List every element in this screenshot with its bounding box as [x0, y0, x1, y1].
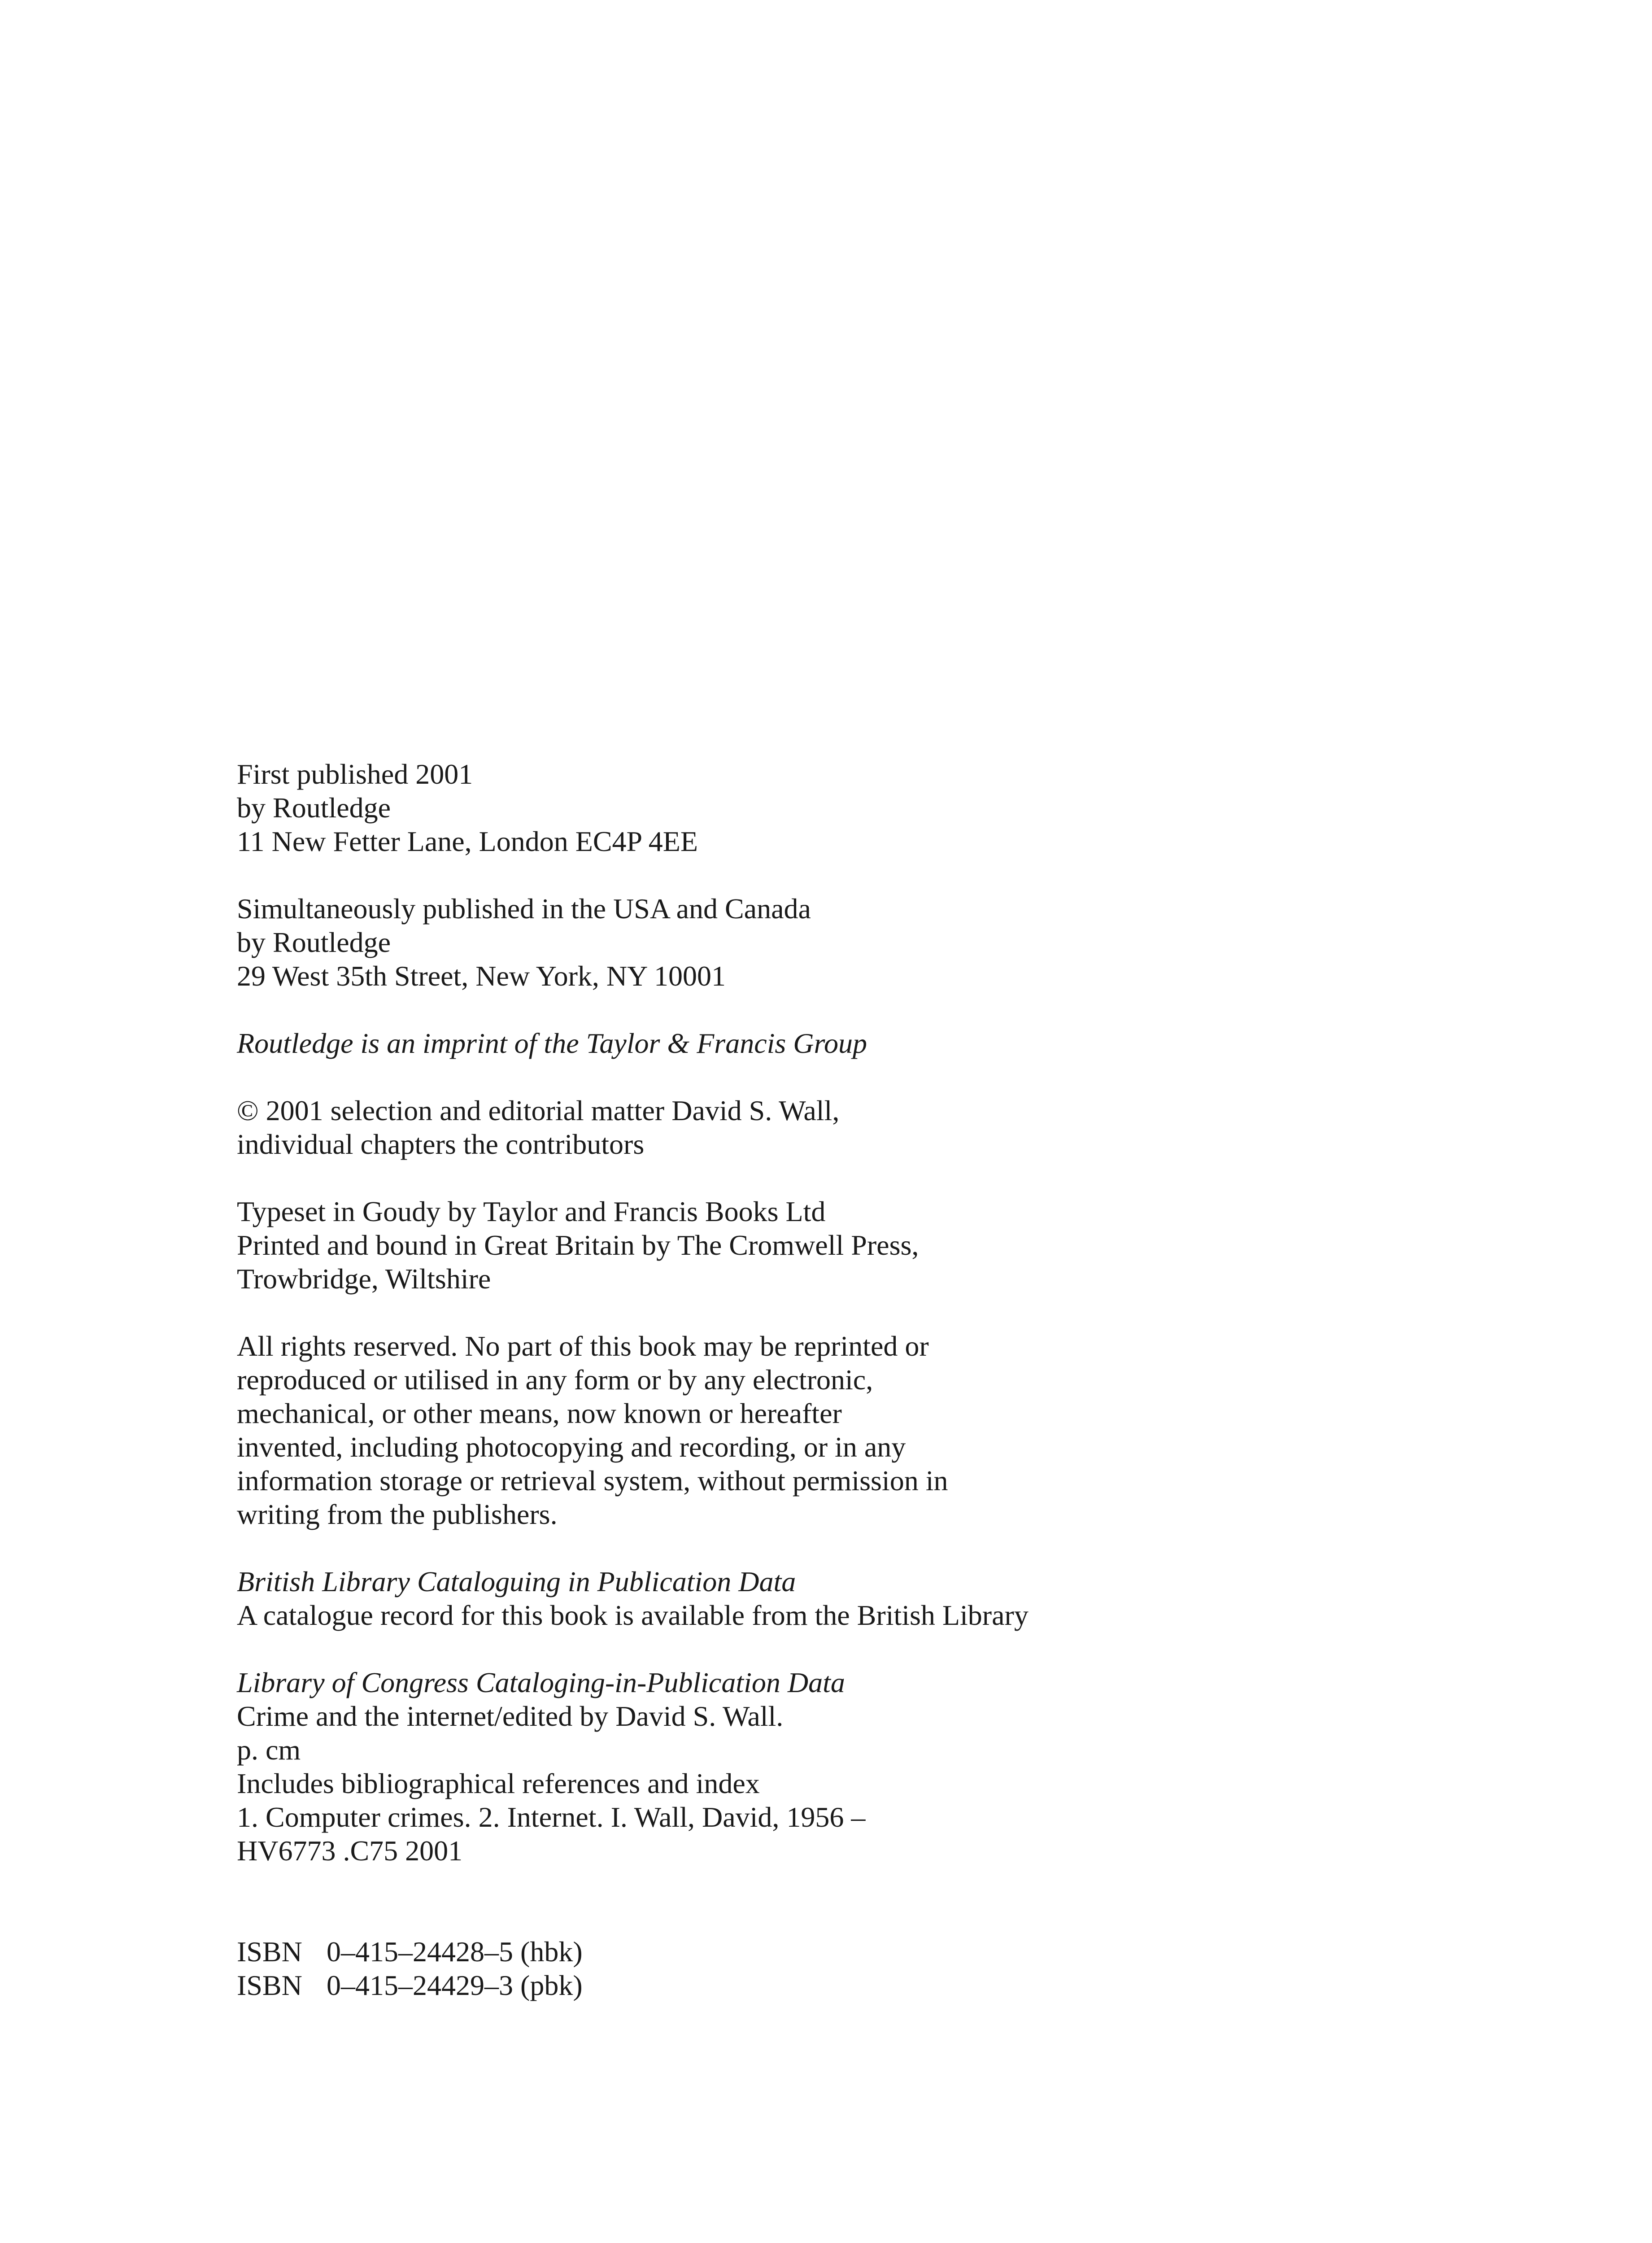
copyright-section	[237, 1094, 1403, 1161]
library-of-congress-heading: Library of Congress Cataloging-in-Publication Data	[237, 1667, 845, 1698]
paragraph-gap	[237, 1161, 1403, 1195]
isbn-label: ISBN	[237, 1936, 302, 1968]
british-library-text: A catalogue record for this book is available from the British Library	[237, 1599, 1029, 1631]
usa-line: Simultaneously published in the USA and Canada	[237, 893, 811, 925]
paragraph-gap	[237, 1296, 1403, 1329]
isbn-section	[237, 1935, 1403, 2002]
paragraph-gap	[237, 1060, 1403, 1094]
rights-line: information storage or retrieval system, without permission in	[237, 1465, 948, 1497]
rights-line: writing from the publishers.	[237, 1498, 558, 1530]
cip-line: Crime and the internet/edited by David S. Wall.	[237, 1700, 784, 1732]
copyright-line: individual chapters the contributors	[237, 1128, 645, 1160]
usa-line: by Routledge	[237, 926, 391, 958]
paragraph-gap	[237, 858, 1403, 892]
paragraph-gap	[237, 1868, 1403, 1935]
usa-section	[237, 892, 1403, 993]
library-of-congress-section	[237, 1666, 1403, 1868]
paragraph-gap	[237, 1531, 1403, 1565]
isbn-value: 0–415–24428–5 (hbk)	[327, 1936, 583, 1968]
copyright-line: © 2001 selection and editorial matter David S. Wall,	[237, 1095, 840, 1126]
rights-line: invented, including photocopying and recording, or in any	[237, 1431, 906, 1463]
british-library-heading: British Library Cataloguing in Publication Data	[237, 1566, 796, 1597]
imprint-line: by Routledge	[237, 792, 391, 824]
copyright-block	[237, 757, 1403, 2002]
paragraph-gap	[237, 1632, 1403, 1666]
production-section	[237, 1195, 1403, 1296]
production-line: Printed and bound in Great Britain by The Cromwell Press,	[237, 1229, 919, 1261]
isbn-value: 0–415–24429–3 (pbk)	[327, 1969, 583, 2001]
cip-line: Includes bibliographical references and index	[237, 1767, 760, 1799]
usa-line: 29 West 35th Street, New York, NY 10001	[237, 960, 726, 992]
rights-line: mechanical, or other means, now known or hereafter	[237, 1397, 842, 1429]
imprint-line: 11 New Fetter Lane, London EC4P 4EE	[237, 825, 698, 857]
rights-section	[237, 1329, 1403, 1531]
cip-line: 1. Computer crimes. 2. Internet. I. Wall, David, 1956 –	[237, 1801, 866, 1833]
imprint-section	[237, 757, 1403, 858]
production-line: Trowbridge, Wiltshire	[237, 1263, 491, 1295]
imprint-line: First published 2001	[237, 758, 473, 790]
isbn-label: ISBN	[237, 1969, 302, 2001]
production-line: Typeset in Goudy by Taylor and Francis Books Ltd	[237, 1196, 826, 1227]
cip-line: HV6773 .C75 2001	[237, 1835, 463, 1867]
rights-line: reproduced or utilised in any form or by any electronic,	[237, 1364, 873, 1396]
cip-line: p. cm	[237, 1734, 301, 1766]
british-library-section	[237, 1565, 1403, 1632]
isbn-row	[237, 1968, 1403, 2002]
group-note: Routledge is an imprint of the Taylor & Francis Group	[237, 1027, 867, 1059]
isbn-row	[237, 1935, 1403, 1968]
paragraph-gap	[237, 993, 1403, 1026]
rights-line: All rights reserved. No part of this book may be reprinted or	[237, 1330, 929, 1362]
